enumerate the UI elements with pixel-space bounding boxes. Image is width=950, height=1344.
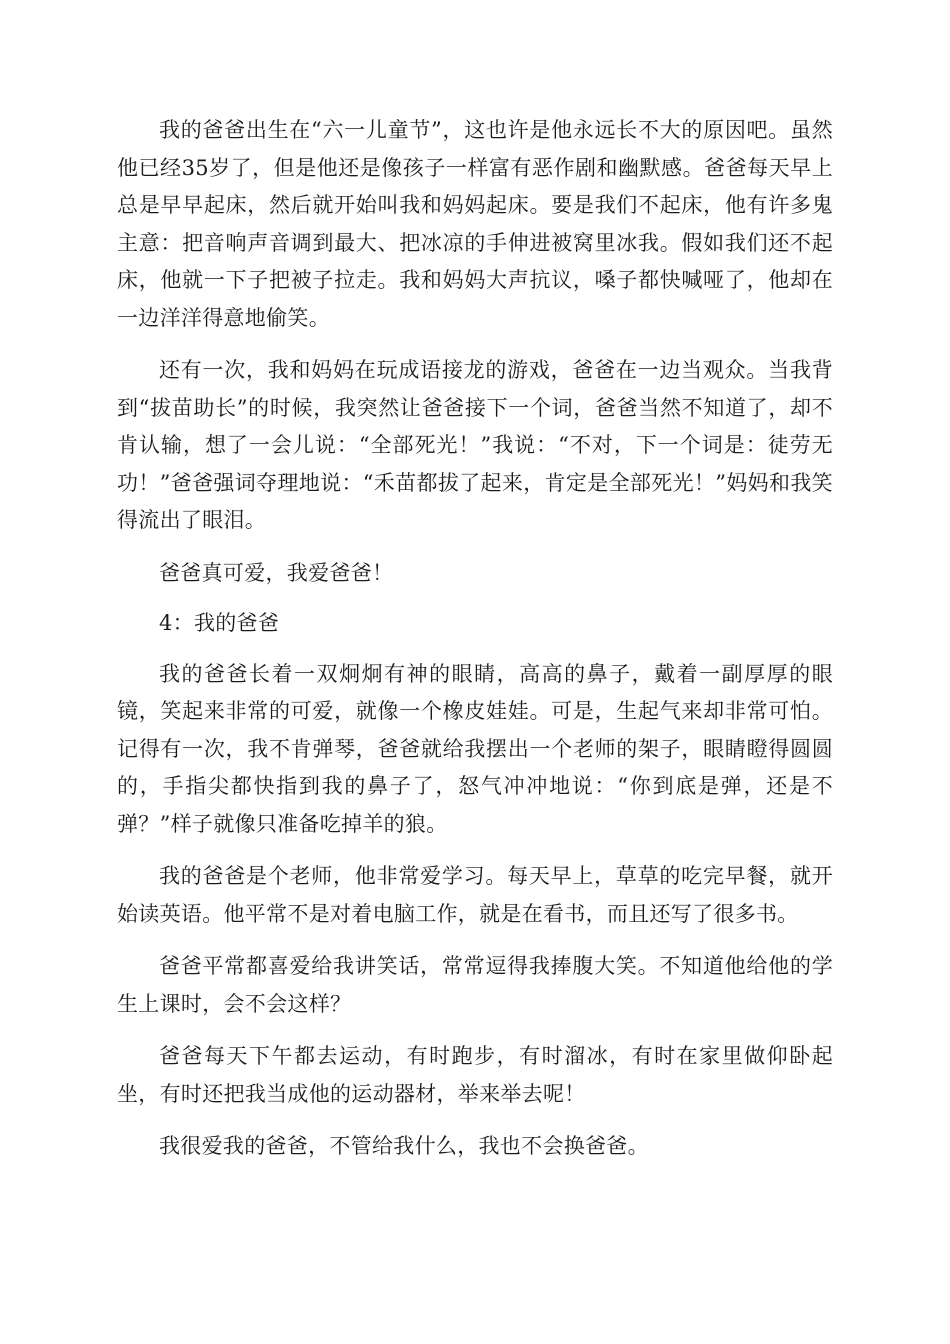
- paragraph-closing: 我很爱我的爸爸，不管给我什么，我也不会换爸爸。: [159, 1134, 649, 1158]
- paragraph-love-father: 爸爸真可爱，我爱爸爸！: [159, 560, 394, 585]
- paragraph-idiom-game: 还有一次，我和妈妈在玩成语接龙的游戏，爸爸在一边当观众。当我背到“拔苗助长”的时候，我突然让爸爸接下一个词，爸爸当然不知道了，却不肯认输，想了一会儿说：“全部死光！”我说：“不对，下一个词是：徒劳无功！”爸爸强词夺理地说：“禾苗都拔了起来，肯定是全部死光！”妈妈和我笑得流出了眼泪。: [117, 358, 833, 532]
- paragraph-father-birthday: 我的爸爸出生在“六一儿童节”，这也许是他永远长不大的原因吧。虽然他已经35岁了，但是他还是像孩子一样富有恶作剧和幽默感。爸爸每天早上总是早早起床，然后就开始叫我和妈妈起床。要是我们不起床，他有许多鬼主意：把音响声音调到最大、把冰凉的手伸进被窝里冰我。假如我们还不起床，他就一下子把被子拉走。我和妈妈大声抗议，嗓子都快喊哑了，他却在一边洋洋得意地偷笑。: [117, 118, 833, 330]
- document-page: [117, 112, 833, 1181]
- paragraph-father-jokes: 爸爸平常都喜爱给我讲笑话，常常逗得我捧腹大笑。不知道他给他的学生上课时，会不会这样？: [117, 954, 833, 1016]
- paragraph-father-exercise: 爸爸每天下午都去运动，有时跑步，有时溜冰，有时在家里做仰卧起坐，有时还把我当成他的运动器材，举来举去呢！: [117, 1044, 833, 1106]
- paragraph-father-appearance: 我的爸爸长着一双炯炯有神的眼睛，高高的鼻子，戴着一副厚厚的眼镜，笑起来非常的可爱，就像一个橡皮娃娃。可是，生起气来却非常可怕。记得有一次，我不肯弹琴，爸爸就给我摆出一个老师的架子，眼睛瞪得圆圆的，手指尖都快指到我的鼻子了，怒气冲冲地说：“你到底是弹，还是不弹？”样子就像只准备吃掉羊的狼。: [117, 661, 833, 836]
- section-heading: 4：我的爸爸: [159, 611, 280, 635]
- paragraph-father-teacher: 我的爸爸是个老师，他非常爱学习。每天早上，草草的吃完早餐，就开始读英语。他平常不是对着电脑工作，就是在看书，而且还写了很多书。: [117, 864, 833, 926]
